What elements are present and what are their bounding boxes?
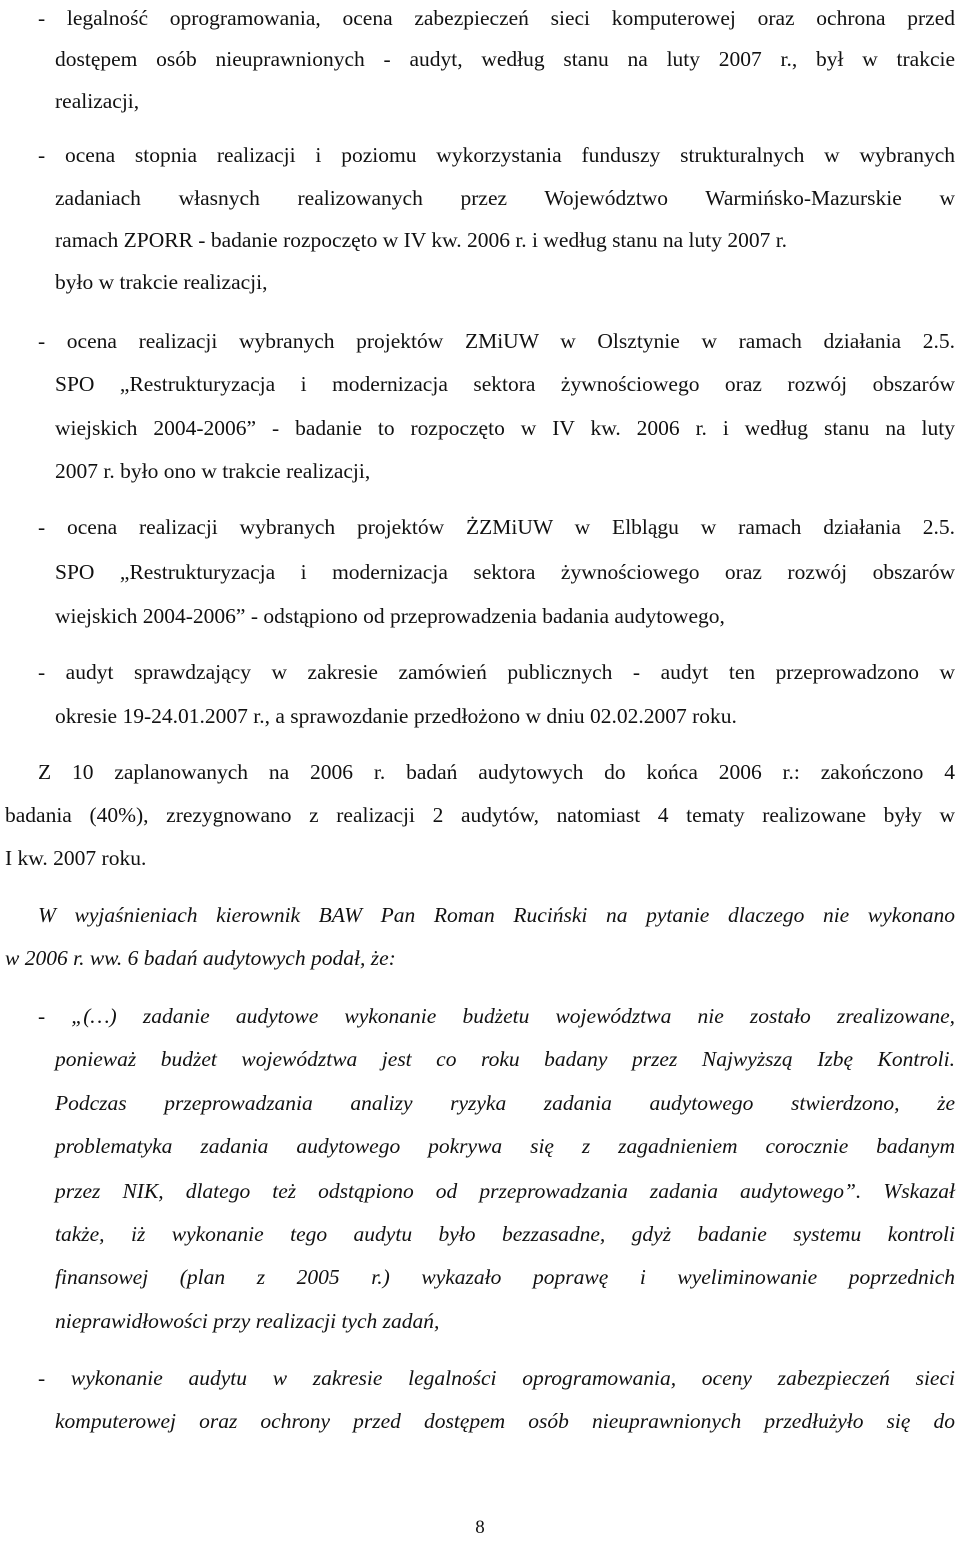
text-line: w 2006 r. ww. 6 badań audytowych podał, że:	[5, 946, 396, 970]
text-line: ponieważ budżet województwa jest co roku badany przez Najwyższą Izbę Kontroli.	[55, 1047, 955, 1071]
text-line: SPO „Restrukturyzacja i modernizacja sektora żywnościowego oraz rozwój obszarów	[55, 372, 955, 396]
page-number: 8	[475, 1517, 485, 1538]
text-line: badania (40%), zrezygnowano z realizacji 2 audytów, natomiast 4 tematy realizowane były w	[5, 803, 955, 827]
text-line: - ocena realizacji wybranych projektów ZMiUW w Olsztynie w ramach działania 2.5.	[38, 329, 955, 353]
text-line: ramach ZPORR - badanie rozpoczęto w IV kw. 2006 r. i według stanu na luty 2007 r.	[55, 228, 788, 252]
text-line: - ocena stopnia realizacji i poziomu wykorzystania funduszy strukturalnych w wybranych	[38, 143, 955, 167]
text-line: - audyt sprawdzający w zakresie zamówień publicznych - audyt ten przeprowadzono w	[38, 660, 955, 684]
text-line: Z 10 zaplanowanych na 2006 r. badań audytowych do końca 2006 r.: zakończono 4	[38, 760, 955, 784]
text-line: 2007 r. było ono w trakcie realizacji,	[55, 459, 371, 483]
text-line: komputerowej oraz ochrony przed dostępem osób nieuprawnionych przedłużyło się do	[55, 1409, 955, 1433]
text-line: - legalność oprogramowania, ocena zabezpieczeń sieci komputerowej oraz ochrona przed	[38, 6, 955, 30]
text-line: W wyjaśnieniach kierownik BAW Pan Roman Ruciński na pytanie dlaczego nie wykonano	[38, 903, 955, 927]
text-line: także, iż wykonanie tego audytu było bezzasadne, gdyż badanie systemu kontroli	[55, 1222, 955, 1246]
text-line: finansowej (plan z 2005 r.) wykazało poprawę i wyeliminowanie poprzednich	[55, 1265, 955, 1289]
text-line: realizacji,	[55, 89, 140, 113]
text-line: - wykonanie audytu w zakresie legalności oprogramowania, oceny zabezpieczeń sieci	[38, 1366, 955, 1390]
text-line: dostępem osób nieuprawnionych - audyt, według stanu na luty 2007 r., był w trakcie	[55, 47, 955, 71]
text-line: nieprawidłowości przy realizacji tych zadań,	[55, 1309, 440, 1333]
text-line: było w trakcie realizacji,	[55, 270, 268, 294]
text-line: SPO „Restrukturyzacja i modernizacja sektora żywnościowego oraz rozwój obszarów	[55, 560, 955, 584]
text-line: Podczas przeprowadzania analizy ryzyka zadania audytowego stwierdzono, że	[55, 1091, 955, 1115]
text-line: przez NIK, dlatego też odstąpiono od przeprowadzania zadania audytowego”. Wskazał	[55, 1179, 955, 1203]
text-line: wiejskich 2004-2006” - badanie to rozpoczęto w IV kw. 2006 r. i według stanu na luty	[55, 416, 955, 440]
text-line: okresie 19-24.01.2007 r., a sprawozdanie przedłożono w dniu 02.02.2007 roku.	[55, 704, 737, 728]
text-line: zadaniach własnych realizowanych przez Województwo Warmińsko-Mazurskie w	[55, 186, 955, 210]
text-line: problematyka zadania audytowego pokrywa się z zagadnieniem corocznie badanym	[55, 1134, 955, 1158]
text-line: wiejskich 2004-2006” - odstąpiono od przeprowadzenia badania audytowego,	[55, 604, 725, 628]
text-line: I kw. 2007 roku.	[5, 846, 147, 870]
text-line: - „(…) zadanie audytowe wykonanie budżetu województwa nie zostało zrealizowane,	[38, 1004, 955, 1028]
text-line: - ocena realizacji wybranych projektów ŻZMiUW w Elblągu w ramach działania 2.5.	[38, 515, 955, 539]
